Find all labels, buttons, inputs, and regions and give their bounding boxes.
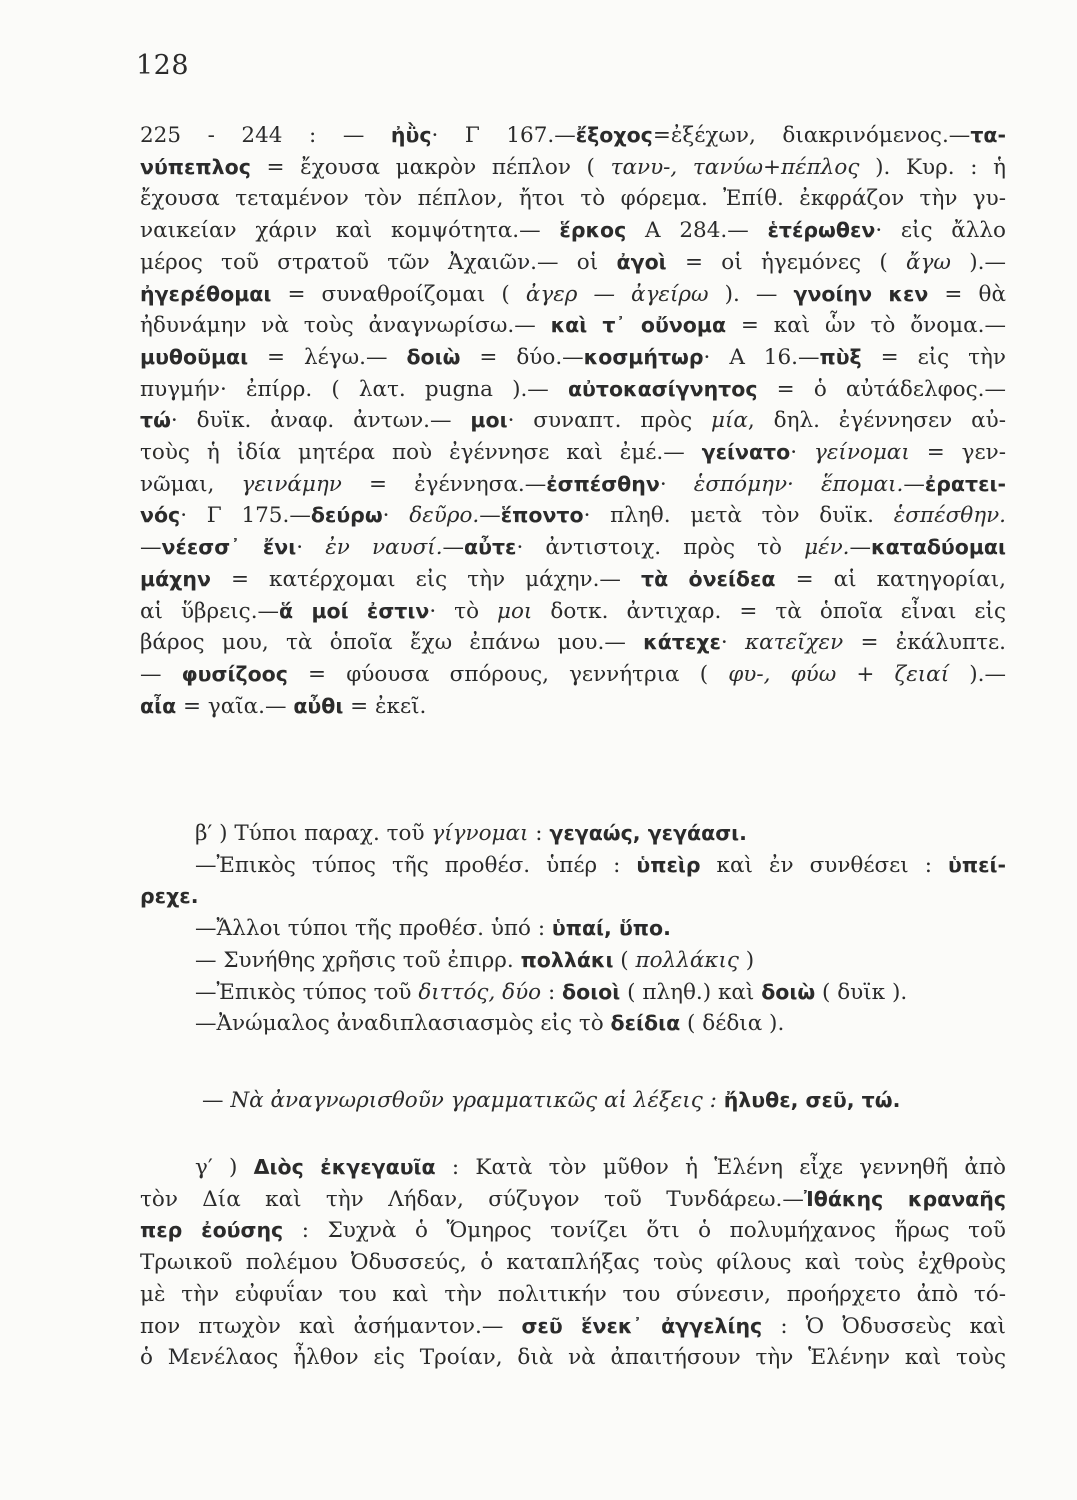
text-run: ).— xyxy=(950,249,1006,275)
italic-term: ἐν ναυσί. xyxy=(325,535,443,561)
text-run: = ἐκεῖ. xyxy=(343,693,427,719)
headword: ἕποντο xyxy=(500,503,584,528)
headword: ἔξοχος xyxy=(575,123,653,147)
text-run: · δυϊκ. ἀναφ. ἀντων.— xyxy=(170,408,471,434)
headword: ὑπεὶρ xyxy=(636,852,701,877)
headword: δοιὼ xyxy=(406,344,461,369)
text-run: βάρος μου, τὰ ὁποῖα ἔχω ἐπάνω μου.— xyxy=(140,630,644,656)
text-run: : Κατὰ τὸν μῦθον ἡ Ἑλένη εἶχε γεννηθῆ ἀπὸ xyxy=(435,1155,1006,1180)
text-run: —Ἄλλοι τύποι τῆς προθέσ. ὑπό : xyxy=(195,916,552,942)
text-run: ( δυϊκ ). xyxy=(815,979,908,1005)
italic-term: ἑσπόμην· ἕπομαι. xyxy=(693,471,904,497)
text-line xyxy=(140,1152,1006,1184)
text-run: — xyxy=(479,503,501,529)
headword: δοιοὶ xyxy=(562,979,621,1004)
text-run: β′ ) Τύποι παραχ. τοῦ xyxy=(195,821,432,846)
text-line xyxy=(140,1184,1006,1216)
text-line xyxy=(140,310,1006,342)
text-run: · Γ 167.— xyxy=(431,123,576,148)
text-run: : Συχνὰ ὁ Ὅμηρος τονίζει ὅτι ὁ πολυμήχανος ἥρως τοῦ xyxy=(283,1218,1006,1244)
headword: ἀγοὶ xyxy=(616,249,667,274)
headword: τα- xyxy=(970,123,1006,147)
text-line xyxy=(140,818,1006,850)
text-run: ὁ Μενέλαος ἦλθον εἰς Τροίαν, διὰ νὰ ἀπαιτήσουν τὴν Ἑλένην καὶ τοὺς xyxy=(140,1345,1006,1371)
text-run: = θὰ xyxy=(928,281,1006,307)
text-run: = γαῖα.— xyxy=(176,693,294,719)
headword: ἕρκος xyxy=(559,218,627,243)
headword: αἶα xyxy=(140,693,177,718)
text-run: —Ἐπικὸς τύπος τῆς προθέσ. ὑπέρ : xyxy=(195,852,637,878)
headword: μυθοῦμαι xyxy=(140,344,249,369)
text-line xyxy=(140,659,1006,691)
commentary-notes xyxy=(140,120,1006,722)
text-run: ἠδυνάμην νὰ τοὺς ἀναγνωρίσω.— xyxy=(140,313,551,339)
text-line xyxy=(140,152,1006,184)
text-line xyxy=(140,500,1006,532)
headword: αὖθι xyxy=(293,693,344,718)
text-run: ἔχουσα τεταμένον τὸν πέπλον, ἤτοι τὸ φόρεμα. Ἐπίθ. ἐκφράζον τὴν γυ- xyxy=(140,186,1006,212)
text-run: ). Κυρ. : ἡ xyxy=(859,154,1006,180)
text-run: · xyxy=(720,630,746,656)
text-run: ( πληθ.) καὶ xyxy=(620,979,762,1005)
section-beta xyxy=(140,818,1006,1040)
headword: πολλάκι xyxy=(520,947,614,972)
headword: περ ἐούσης xyxy=(140,1218,284,1243)
text-run: = οἱ ἡγεμόνες ( xyxy=(666,249,907,275)
headword: ἐρατει- xyxy=(924,471,1007,496)
text-line xyxy=(140,183,1006,215)
text-run: — xyxy=(202,1088,231,1113)
headword: ὑπαί, ὕπο. xyxy=(551,916,671,941)
text-run: · συναπτ. πρὸς xyxy=(507,408,711,434)
text-run: ( δέδια ). xyxy=(680,1011,785,1037)
text-run: μὲ τὴν εὐφυΐαν του καὶ τὴν πολιτικήν του σύνεσιν, προήρχετο ἀπὸ τό- xyxy=(140,1281,1006,1307)
headword: δεύρω xyxy=(310,503,383,528)
text-run: · πληθ. μετὰ τὸν δυϊκ. xyxy=(583,503,894,529)
text-line xyxy=(140,469,1006,501)
text-line xyxy=(140,881,1006,913)
text-line xyxy=(140,627,1006,659)
text-run: · xyxy=(659,471,694,497)
italic-term: γεινάμην xyxy=(241,471,342,497)
text-run: : xyxy=(541,979,563,1005)
headword: φυσίζοος xyxy=(181,661,288,686)
text-run: = ἐγέννησα.— xyxy=(341,471,547,497)
text-run: = συναθροίζομαι ( xyxy=(271,281,526,307)
headword: μοι xyxy=(470,408,508,433)
text-line xyxy=(140,342,1006,374)
headword: Ἰθάκης κραναῆς xyxy=(803,1186,1007,1211)
text-run: ( xyxy=(613,947,636,973)
text-run: πον πτωχὸν καὶ ἀσήμαντον.— xyxy=(140,1313,522,1339)
text-run: — Συνήθης χρῆσις τοῦ ἐπιρρ. xyxy=(195,947,521,973)
text-run: = φύουσα σπόρους, γεννήτρια ( xyxy=(287,661,729,687)
text-line xyxy=(140,1279,1006,1311)
text-run: = ἔχουσα μακρὸν πέπλον ( xyxy=(250,154,611,180)
text-run: τὸν Δία καὶ τὴν Λήδαν, σύζυγον τοῦ Τυνδάρεω.— xyxy=(140,1186,804,1212)
text-run: · Α 16.— xyxy=(703,344,820,370)
headword: νός xyxy=(140,503,181,528)
text-run: —Ἐπικὸς τύπος τοῦ xyxy=(195,979,419,1005)
text-line xyxy=(140,564,1006,596)
headword: δοιὼ xyxy=(761,979,816,1004)
headword: καὶ τ᾽ οὔνομα xyxy=(550,313,727,338)
text-run: — xyxy=(140,661,182,687)
headword: ἠῢς xyxy=(390,123,432,147)
text-run: τοὺς ἡ ἰδία μητέρα ποὺ ἐγέννησε καὶ ἐμέ.— xyxy=(140,440,702,466)
text-run: · εἰς ἄλλο xyxy=(875,218,1006,244)
text-run: = γεν- xyxy=(909,440,1006,466)
text-line xyxy=(140,532,1006,564)
text-run: 225 - 244 : — xyxy=(140,123,391,148)
headword: κοσμήτωρ xyxy=(583,344,704,369)
exercise-line xyxy=(140,1085,1006,1117)
text-run: : Ὁ Ὀδυσσεὺς καὶ xyxy=(762,1313,1006,1339)
text-line xyxy=(140,596,1006,628)
text-run: δοτκ. ἀντιχαρ. = τὰ ὁποῖα εἶναι εἰς xyxy=(532,598,1006,624)
headword: ἅ μοί ἐστιν xyxy=(279,598,430,623)
headword: μάχην xyxy=(140,566,211,591)
text-run: Α 284.— xyxy=(626,218,768,244)
text-run: αἱ ὕβρεις.— xyxy=(140,598,280,624)
page-number: 128 xyxy=(136,50,190,81)
text-run: : xyxy=(528,821,550,846)
italic-term: πολλάκις xyxy=(635,947,739,973)
headword: κάτεχε xyxy=(643,630,721,655)
text-run: =ἐξέχων, διακρινόμενος.— xyxy=(652,123,971,148)
text-run: · τὸ xyxy=(429,598,498,624)
headword: ἠγερέθομαι xyxy=(140,281,272,306)
text-run: · ἀντιστοιχ. πρὸς τὸ xyxy=(516,535,805,561)
headword: σεῦ ἕνεκ᾽ ἀγγελίης xyxy=(521,1313,763,1338)
headword: γεγαώς, γεγάασι. xyxy=(549,821,747,845)
italic-term: μέν. xyxy=(804,535,850,561)
text-run: — xyxy=(849,535,872,561)
headword: ὑπεί- xyxy=(948,852,1006,877)
headword: αὐτοκασίγνητος xyxy=(567,376,758,401)
italic-term: Νὰ ἀναγνωρισθοῦν γραμματικῶς αἱ λέξεις : xyxy=(230,1088,717,1113)
italic-term: διττός, δύο xyxy=(418,979,542,1005)
text-run: = αἱ κατηγορίαι, xyxy=(775,566,1006,592)
headword: τώ xyxy=(140,408,171,433)
text-run: νῶμαι, xyxy=(140,471,242,497)
text-run: ).— xyxy=(949,661,1007,687)
headword: ἤλυθε, σεῦ, τώ. xyxy=(723,1088,901,1112)
text-line xyxy=(140,1311,1006,1343)
text-run: μέρος τοῦ στρατοῦ τῶν Ἀχαιῶν.— οἱ xyxy=(140,249,617,275)
text-run: = κατέρχομαι εἰς τὴν μάχην.— xyxy=(210,566,641,592)
text-line xyxy=(140,279,1006,311)
text-run: γ′ ) xyxy=(195,1155,254,1180)
text-run: · Γ 175.— xyxy=(180,503,311,529)
text-line xyxy=(140,1247,1006,1279)
text-run: · xyxy=(790,440,814,466)
text-run: = δύο.— xyxy=(460,344,584,370)
text-run: —Ἀνώμαλος ἀναδιπλασιασμὸς εἰς τὸ xyxy=(195,1011,611,1037)
text-run: πυγμήν· ἐπίρρ. ( λατ. pugna ).— xyxy=(140,376,568,402)
headword: ρεχε. xyxy=(140,884,199,909)
italic-term: δεῦρο. xyxy=(409,503,480,529)
text-line xyxy=(140,120,1006,152)
headword: ἑτέρωθεν xyxy=(767,218,876,243)
headword: Διὸς ἐκγεγαυῖα xyxy=(253,1155,436,1179)
text-line xyxy=(140,1008,1006,1040)
text-line xyxy=(140,215,1006,247)
text-run: = λέγω.— xyxy=(248,344,407,370)
headword: δείδια xyxy=(610,1011,681,1036)
text-run: · xyxy=(296,535,326,561)
text-line xyxy=(140,691,1006,723)
text-run xyxy=(717,1088,724,1113)
italic-term: γείνομαι xyxy=(814,440,910,466)
text-run: καὶ ἐν συνθέσει : xyxy=(700,852,949,878)
text-line xyxy=(140,977,1006,1009)
text-line xyxy=(140,374,1006,406)
headword: νέεσσ᾽ ἔνι xyxy=(161,535,297,560)
text-line xyxy=(140,405,1006,437)
text-run: , δηλ. ἐγέννησεν αὐ- xyxy=(747,408,1006,434)
text-run: ). — xyxy=(708,281,794,307)
italic-term: μία xyxy=(711,408,748,434)
italic-term: μοι xyxy=(497,598,533,624)
headword: τὰ ὀνείδεα xyxy=(640,566,776,591)
text-run: ναικείαν χάριν καὶ κομψότητα.— xyxy=(140,218,560,244)
text-run: Τρωικοῦ πολέμου Ὀδυσσεύς, ὁ καταπλήξας τοὺς φίλους καὶ τοὺς ἐχθροὺς xyxy=(140,1250,1006,1276)
text-run: = ὁ αὐτάδελφος.— xyxy=(757,376,1006,402)
headword: νύπεπλος xyxy=(140,154,251,179)
section-gamma xyxy=(140,1152,1006,1374)
headword: καταδύομαι xyxy=(871,535,1006,560)
headword: γνοίην κεν xyxy=(793,281,929,306)
text-line xyxy=(140,850,1006,882)
text-run: = εἰς τὴν xyxy=(861,344,1006,370)
italic-term: ἀγερ — ἀγείρω xyxy=(525,281,709,307)
headword: ἐσπέσθην xyxy=(546,471,660,496)
text-line xyxy=(140,247,1006,279)
headword: γείνατο xyxy=(701,440,791,465)
text-run: · xyxy=(382,503,410,529)
italic-term: τανυ-, τανύω+πέπλος xyxy=(610,154,860,180)
text-line xyxy=(140,437,1006,469)
italic-term: κατεῖχεν xyxy=(745,630,844,656)
text-line xyxy=(140,1085,1006,1117)
text-run: — xyxy=(140,535,162,561)
headword: πὺξ xyxy=(819,344,862,369)
text-run: = καὶ ὧν τὸ ὄνομα.— xyxy=(726,313,1006,339)
italic-term: ἄγω xyxy=(906,249,951,275)
text-line xyxy=(140,913,1006,945)
text-line xyxy=(140,1215,1006,1247)
italic-term: γίγνομαι xyxy=(431,821,529,846)
text-line xyxy=(140,945,1006,977)
text-line xyxy=(140,1342,1006,1374)
text-run: = ἐκάλυπτε. xyxy=(843,630,1006,656)
text-run: — xyxy=(903,471,925,497)
italic-term: ἑσπέσθην. xyxy=(893,503,1007,529)
text-run: ) xyxy=(738,947,755,973)
headword: αὖτε xyxy=(464,535,517,560)
text-run: — xyxy=(442,535,465,561)
italic-term: φυ-, φύω + ζειαί xyxy=(728,661,950,687)
